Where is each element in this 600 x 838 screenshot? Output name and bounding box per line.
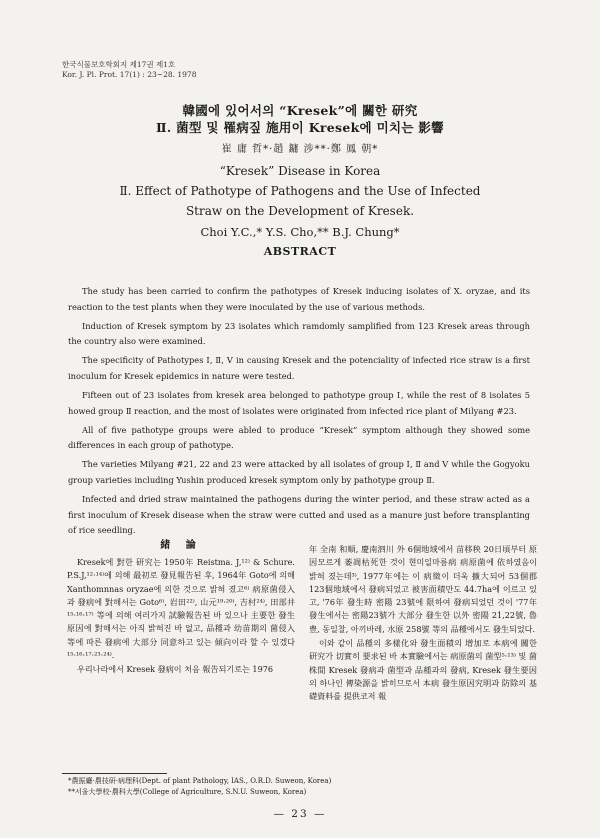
abstract-paragraph: Fifteen out of 23 isolates from kresek area belonged to pathotype group Ⅰ, while the rest of 8 isolates 5 howed group Ⅱ reaction, and the most of isolates were originated from infected rice plant of Milyang #23. (68, 390, 530, 416)
intro-right-column (309, 543, 537, 705)
korean-title-line1: 韓國에 있어서의 “Kresek”에 關한 研究 (182, 103, 418, 118)
abstract-paragraph: Infected and dried straw maintained the pathogens during the winter period, and these straw acted as a first inoculum of Kresek disease when the straw were cutted and used as a manure just before transplanting of rice seedling. (68, 494, 530, 536)
abstract-heading: ABSTRACT (263, 245, 337, 258)
authors-korean: 崔 庸 哲*·趙 鏞 涉**·鄭 鳳 朝* (221, 144, 379, 155)
intro-left-column (67, 556, 295, 678)
journal-header (62, 60, 196, 80)
introduction-heading: 緒 論 (160, 540, 202, 551)
journal-name-korean: 한국식물보호학회지 제17권 제1호 (62, 60, 176, 69)
footnote-affiliation-2: **서울大學校·農科大學(College of Agriculture, S.N.U. Suweon, Korea) (68, 788, 307, 796)
abstract-paragraph: All of five pathotype groups were abled to produce “Kresek” symptom although they showed some differences in each group of pathotype. (68, 424, 530, 451)
page-number: — 23 — (273, 808, 327, 820)
intro-paragraph: 우리나라에서 Kresek 發病이 처음 報告되기로는 1976 (77, 664, 274, 675)
abstract-paragraph: The study has been carried to confirm the pathotypes of Kresek inducing isolates of X. oryzae, and its reaction to the test plants when they were inoculated by the use of various methods. (68, 286, 530, 312)
english-title-line2: Ⅱ. Effect of Pathotype of Pathogens and the Use of Infected (119, 184, 481, 198)
journal-citation: Kor. J. Pl. Prot. 17(1) : 23~28. 1978 (62, 70, 197, 79)
intro-paragraph: 年 全南 和順, 慶南泗川 外 6個地域에서 苗移秧 20日頃부터 原因모르게 萎凋枯死한 것이 현미일마름病 病原菌에 依하였음이 밝혀 졌는데³⁾, 1977年에는 이 病徵이 더욱 擴大되어 53個郡 123個地域에서 發病되었고 被害面積만도 44.7ha에 이르고 있고, '76年 發生時 密陽 23號에 限하여 發病되었던 것이 '77年 發生에서는 密陽23號가 大部分 發生한 以外 密陽 21,22號, 魯豊, 동일찰, 아끼바레, 水原 258號 等의 品種에서도 發生되었다. (309, 544, 537, 634)
abstract-paragraph: Induction of Kresek symptom by 23 isolates which ramdomly samplified from 123 Kresek areas through the country also were examined. (68, 320, 530, 347)
title-block (0, 102, 600, 259)
footnotes (68, 776, 331, 798)
authors-english: Choi Y.C.,* Y.S. Cho,** B.J. Chung* (200, 225, 400, 239)
korean-title-line2: Ⅱ. 菌型 및 罹病짚 施用이 Kresek에 미치는 影響 (156, 120, 444, 135)
abstract-paragraph: The specificity of Pathotypes Ⅰ, Ⅱ, Ⅴ in causing Kresek and the potenciality of infected rice straw is a first inoculum for Kresek epidemics in nature were tested. (68, 355, 530, 381)
intro-paragraph: Kresek에 對한 研究는 1950年 Reistma. J,¹²⁾ & Schure. P.S.J,¹²·¹⁴⁾에 의해 最初로 發見報告된 후, 1964年 Goto에 의해 Xanthomnnas oryzae에 의한 것으로 밝혀 졌고⁶⁾ 病原菌侵入과 發病에 對해서는 Goto⁶⁾, 岩田²²⁾, 山元¹⁹·²⁰⁾, 吉村²⁴⁾, 田部井¹⁵·¹⁶·¹⁷⁾ 等에 의해 여러가지 試驗報告된 바 있으나 主要한 發生原因에 對해서는 아직 밝혀진 바 없고, 品種과 幼苗期의 菌侵入等에 따른 發病에 大部分 同意하고 있는 傾向이라 할 수 있겠다¹⁵·¹⁶·¹⁷·²³·²⁴⁾. (67, 557, 295, 661)
english-title-line1: “Kresek” Disease in Korea (219, 164, 381, 178)
intro-paragraph: 이와 같이 品種의 多樣化와 發生面積의 增加로 本病에 關한 研究가 切實히 要求된 바 本實驗에서는 病原菌의 菌型⁵·¹³⁾ 및 菌株間 Kresek 發病과 菌型과 品種과의 發病, Kresek 發生要因의 하나인 傳染源을 밝히므로서 本病 發生原因究明과 防除의 基礎資料를 提供코저 報 (309, 638, 537, 702)
english-title-line3: Straw on the Development of Kresek. (185, 204, 415, 218)
footnote-affiliation-1: *農振廳·農技研·病理科(Dept. of plant Pathology, IAS., O.R.D. Suweon, Korea) (68, 777, 332, 785)
abstract-paragraph: The varieties Milyang #21, 22 and 23 were attacked by all isolates of group Ⅰ, Ⅱ and Ⅴ while the Gogyoku group varieties including Yushin produced kresek symptom only by pathotype group Ⅱ. (68, 459, 530, 486)
abstract-body (68, 284, 530, 542)
footnote-divider (62, 773, 167, 774)
